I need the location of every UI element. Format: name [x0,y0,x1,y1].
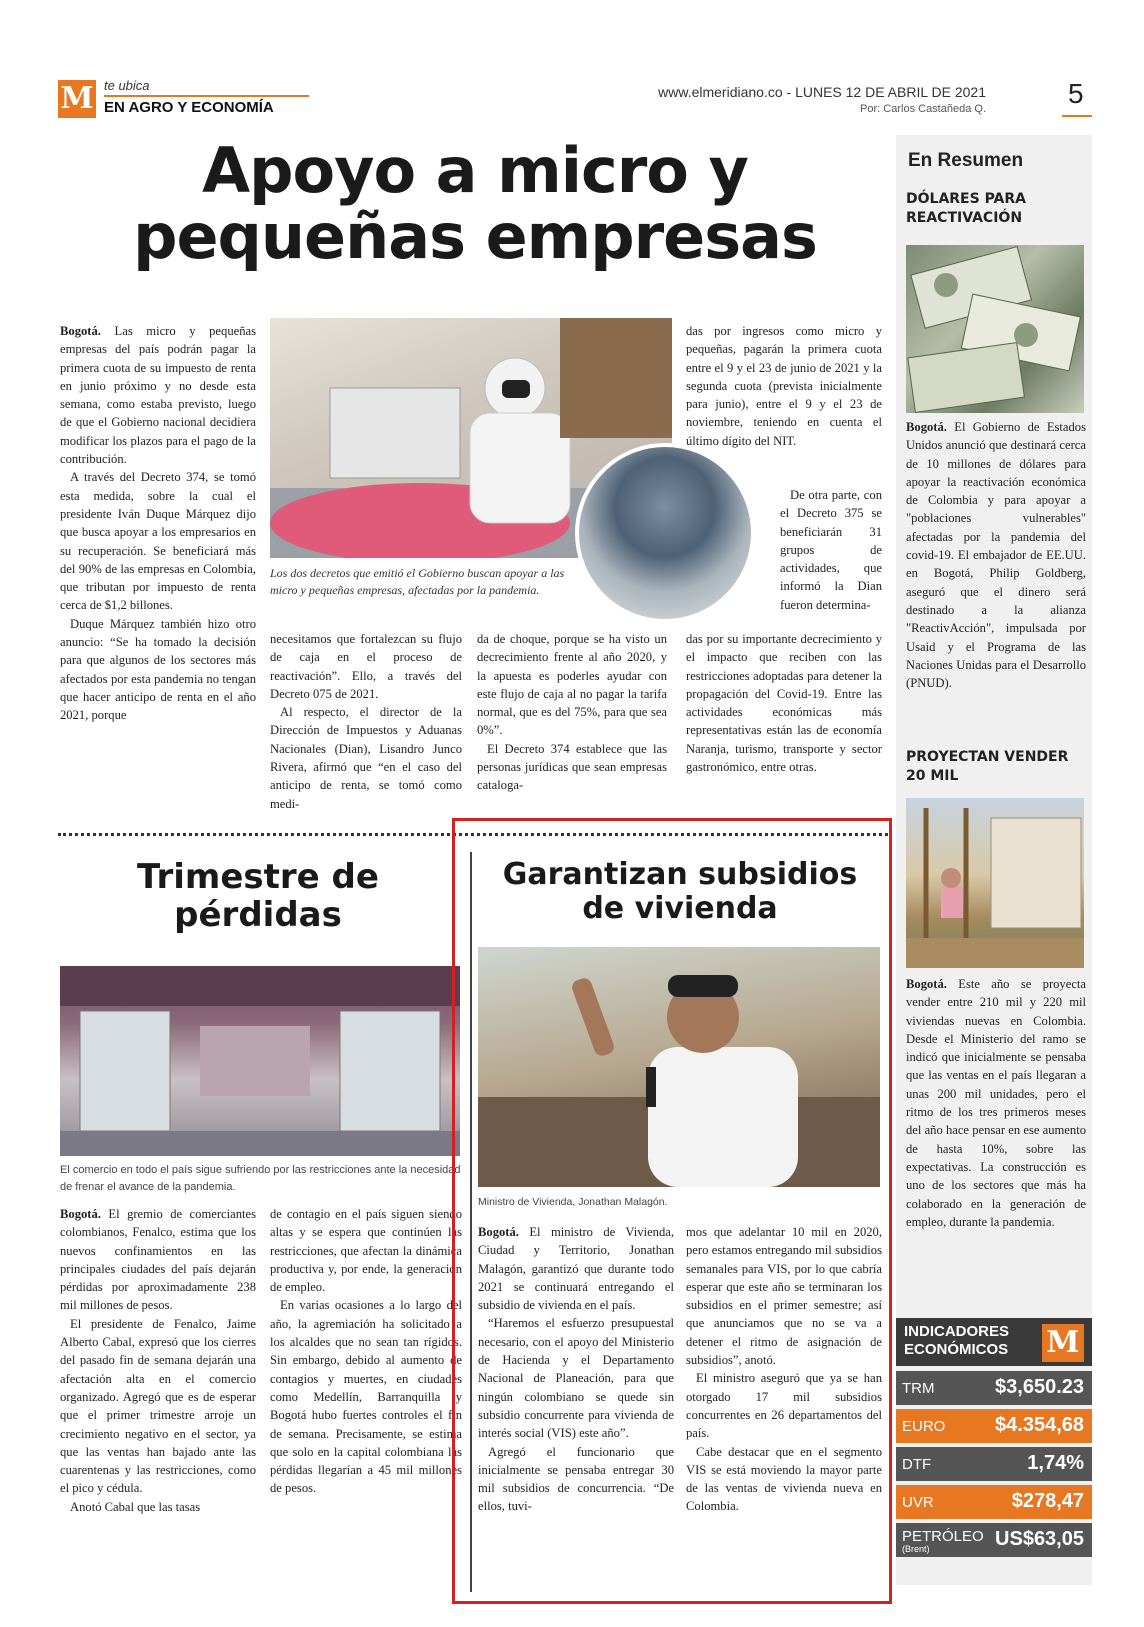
dollars-illustration [906,245,1084,413]
store-illustration [60,966,460,1156]
sidebar-item-text [906,975,1086,1293]
trimestre-column-2 [270,1205,462,1577]
indicators-title [904,1323,1044,1359]
paragraph [60,322,256,468]
indicator-row-euro [896,1409,1092,1443]
main-headline-line1: Apoyo a micro y [202,134,748,207]
dateline: Bogotá. [478,1225,519,1239]
sidebar-title: En Resumen [908,150,1024,171]
paragraph-text: El ministro de Vivienda, Ciudad y Territorio, Jonathan Malagón, garantizó que durante todo 2021 se continuará entregando el subsidio de vivienda en el país. [478,1225,674,1313]
indicators-title-line1: INDICADORES [904,1323,1010,1340]
paragraph: da de choque, porque se ha visto un decrecimiento frente al año 2020, y la apuesta es poderles ayudar con este flujo de caja al no pagar la tarifa normal, que es del 75%, para que sea 0%”. [477,632,667,738]
vivienda-headline-line1: Garantizan subsidios [502,857,858,892]
main-story-column-4-wrap [780,486,882,628]
paragraph-text: Este año se proyecta vender entre 210 mil y 220 mil viviendas nuevas en Colombia. Desde el Ministerio del ramo se indicó que inicialmente se pensaba que las ventas en el país llegaran a unas 200 mil unidades, pero el ritmo de los tres primeros meses del año hace pensar en ese aumento de hasta 10%, sobre las expectativas. La construcción es uno de los sectores que más ha colaborado en la generación de empleo, durante la pandemia. [906,977,1086,1229]
paragraph: das por ingresos como micro y pequeñas, pagarán la primera cuota entre el 9 y el 23 de junio de 2021 y la segunda cuota (prevista inicialmente para junio), entre el 9 y el 23 de noviembre, teniendo en cuenta el último dígito del NIT. [686,324,882,448]
trimestre-headline-line1: Trimestre de [137,857,379,897]
trimestre-headline [58,858,458,934]
indicator-sublabel: (Brent) [902,1544,930,1554]
page-number-underline [1062,115,1092,117]
sidebar-item-text [906,418,1086,738]
dateline: Bogotá. [906,977,947,991]
paragraph-text: El Gobierno de Estados Unidos anunció que destinará cerca de 10 millones de dólares para apoyar la reactivación económica de Colombia y para apoyar a "poblaciones vulnerables" afectadas por la pandemia del covid-19. El embajador de EE.UU. en Bogotá, Philip Goldberg, aseguró que el dinero será destinado a la alianza "ReactivAcción", impulsada por Usaid y el Programa de las Naciones Unidas para el Desarrollo (PNUD). [906,420,1086,691]
paragraph: necesitamos que fortalezcan su flujo de caja en el proceso de reactivación”. Ello, a través del Decreto 075 de 2021. [270,632,462,701]
paragraph: El ministro aseguró que ya se han otorgado 17 mil subsidios concurrentes en 26 departamentos del país. [686,1371,882,1441]
main-headline [60,134,890,273]
header-author: Por: Carlos Castañeda Q. [860,103,986,115]
paragraph [60,1205,256,1315]
main-headline-line2: pequeñas empresas [133,200,817,273]
section-underline [104,95,309,97]
paragraph-text: Las micro y pequeñas empresas del país podrán pagar la primera cuota de su impuesto de renta en junio próximo y no desde esta semana, como estaba previsto, luego de que el Gobierno nacional decidiera modificar los plazos para el pago de la contribución. [60,324,256,467]
indicator-value: $278,47 [1011,1490,1084,1512]
paragraph: Al respecto, el director de la Dirección de Impuestos y Aduanas Nacionales (Dian), Lisandro Junco Rivera, afirmó que “en el caso del anticipo de renta, se tomó como medi- [270,705,462,811]
vivienda-column-2 [686,1223,882,1588]
minister-photo [478,947,880,1187]
paragraph-text: El gremio de comerciantes colombianos, Fenalco, estima que los nuevos confinamientos en las principales ciudades del país dejarán pérdidas por aproximadamente 238 mil millones de pesos. [60,1207,256,1313]
sidebar-item-heading: DÓLARES PARA REACTIVACIÓN [906,191,1027,226]
vivienda-headline-line2: de vivienda [582,891,778,926]
main-story-column-2 [270,630,462,820]
dollars-photo [906,245,1084,413]
vivienda-headline [470,858,890,926]
sidebar-item-heading: PROYECTAN VENDER 20 MIL [906,749,1069,784]
photo-caption: El comercio en todo el país sigue sufriendo por las restricciones ante la necesidad de frenar el avance de la pandemia. [60,1164,461,1193]
paragraph: El presidente de Fenalco, Jaime Alberto Cabal, expresó que los cierres del pasado fin de semana dejarán una afectación alta en el comercio organizado. Agregó que es de esperar que el primer trimestre arroje un crecimiento negativo en el sector, ya que las ventas han bajado ante las cuarentenas y las restricciones, como el pico y cédula. [60,1316,256,1496]
section-name: EN AGRO Y ECONOMÍA [104,99,274,116]
column-rule [470,852,472,1592]
indicator-label: DTF [902,1456,932,1473]
main-story-column-1 [60,322,256,820]
photo-caption: Ministro de Vivienda, Jonathan Malagón. [478,1196,668,1208]
paragraph: Agregó el funcionario que inicialmente se pensaba entregar 30 mil subsidios de concurrencia. “De ellos, tuvi- [478,1444,674,1514]
trimestre-headline-line2: pérdidas [174,895,342,935]
housing-photo [906,798,1084,968]
page-number: 5 [1068,78,1084,109]
paragraph: das por su importante decrecimiento y el impacto que reciben con las restricciones adoptadas para detener la propagación del Covid-19. Entre las actividades económicas más representativas están las de economía Naranja, turismo, transporte y sector gastronómico, entre otras. [686,632,882,775]
paragraph: A través del Decreto 374, se tomó esta medida, sobre la cual el presidente Iván Duque Márquez dijo que busca apoyar a los empresarios en su recuperación. Se beneficiará más del 90% de las empresas en Colombia, que tributan por impuesto de renta cerca de $1,2 billones. [60,470,256,613]
dateline: Bogotá. [60,324,101,338]
newspaper-logo: M [58,80,96,118]
indicator-label: EURO [902,1418,946,1435]
dateline: Bogotá. [906,420,947,434]
indicator-value: US$63,05 [995,1528,1084,1550]
paragraph: Anotó Cabal que las tasas [70,1499,201,1514]
indicator-value: 1,74% [1027,1452,1084,1474]
indicator-row-trm [896,1371,1092,1405]
paragraph [478,1223,674,1314]
indicator-label: UVR [902,1494,934,1511]
paragraph: “Haremos el esfuerzo presupuestal necesario, con el apoyo del Ministerio de Hacienda y el Departamento Nacional de Planeación, para que ningún colombiano se quede sin subsidio concurrente para vivienda de interés social (VIS) este año”. [478,1316,674,1441]
indicator-label: PETRÓLEO [902,1528,984,1545]
paragraph: En varias ocasiones a lo largo del año, la agremiación ha solicitado a los alcaldes que no sean tan rígidos. Sin embargo, debido al aumento de contagios y muertes, en ciudades como Medellín, Barranquilla y Bogotá hubo fuertes controles el fin de semana. Precisamente, se estima que solo en la capital colombiana las pérdidas llegarían a 45 mil millones de pesos. [270,1298,462,1496]
main-story-column-3 [477,630,667,820]
indicator-row-petroleo [896,1523,1092,1557]
paragraph: De otra parte, con el Decreto 375 se beneficiarán 31 grupos de actividades, que informó la Dian fueron determina- [780,488,882,612]
header-meta: www.elmeridiano.co - LUNES 12 DE ABRIL DE 2021 [658,84,986,100]
indicator-row-uvr [896,1485,1092,1519]
main-story-column-4-bottom [686,630,882,820]
main-story-column-4 [686,322,882,482]
paragraph: El Decreto 374 establece que las personas jurídicas que sean empresas cataloga- [477,741,667,793]
paragraph: mos que adelantar 10 mil en 2020, pero estamos entregando mil subsidios semanales para VIS, por lo que cabría esperar que este año se terminaran los subsidios en el primer semestre; así que anunciamos que no se va a detener el ritmo de asignación de subsidios”, anotó. [686,1225,882,1368]
indicator-row-dtf [896,1447,1092,1481]
trimestre-column-1 [60,1205,256,1577]
indicator-value: $4.354,68 [995,1414,1084,1436]
minister-illustration [478,947,880,1187]
photo-caption: Los dos decretos que emitió el Gobierno buscan apoyar a las micro y pequeñas empresas, afectadas por la pandemia. [270,566,565,597]
dateline: Bogotá. [60,1207,101,1221]
store-photo [60,966,460,1156]
indicators-logo: M [1042,1324,1084,1362]
indicators-title-line2: ECONÓMICOS [904,1341,1009,1358]
paragraph: Cabe destacar que en el segmento VIS se está moviendo la mayor parte de las ventas de vivienda nueva en Colombia. [686,1444,882,1514]
indicator-label: TRM [902,1380,935,1397]
paragraph: de contagio en el país siguen siendo altas y se espera que continúen las restricciones, que afectan la dinámica productiva y, por ende, la generación de empleo. [270,1207,462,1295]
paragraph: Duque Márquez también hizo otro anuncio: “Se ha tomado la decisión para que algunos de los sectores más afectados por esta pandemia no tengan que hacer anticipo de renta en el año 2021, porque [60,616,256,723]
vivienda-column-1 [478,1223,674,1588]
indicator-value: $3,650.23 [995,1376,1084,1398]
section-prefix: te ubica [104,78,150,93]
housing-illustration [906,798,1084,968]
